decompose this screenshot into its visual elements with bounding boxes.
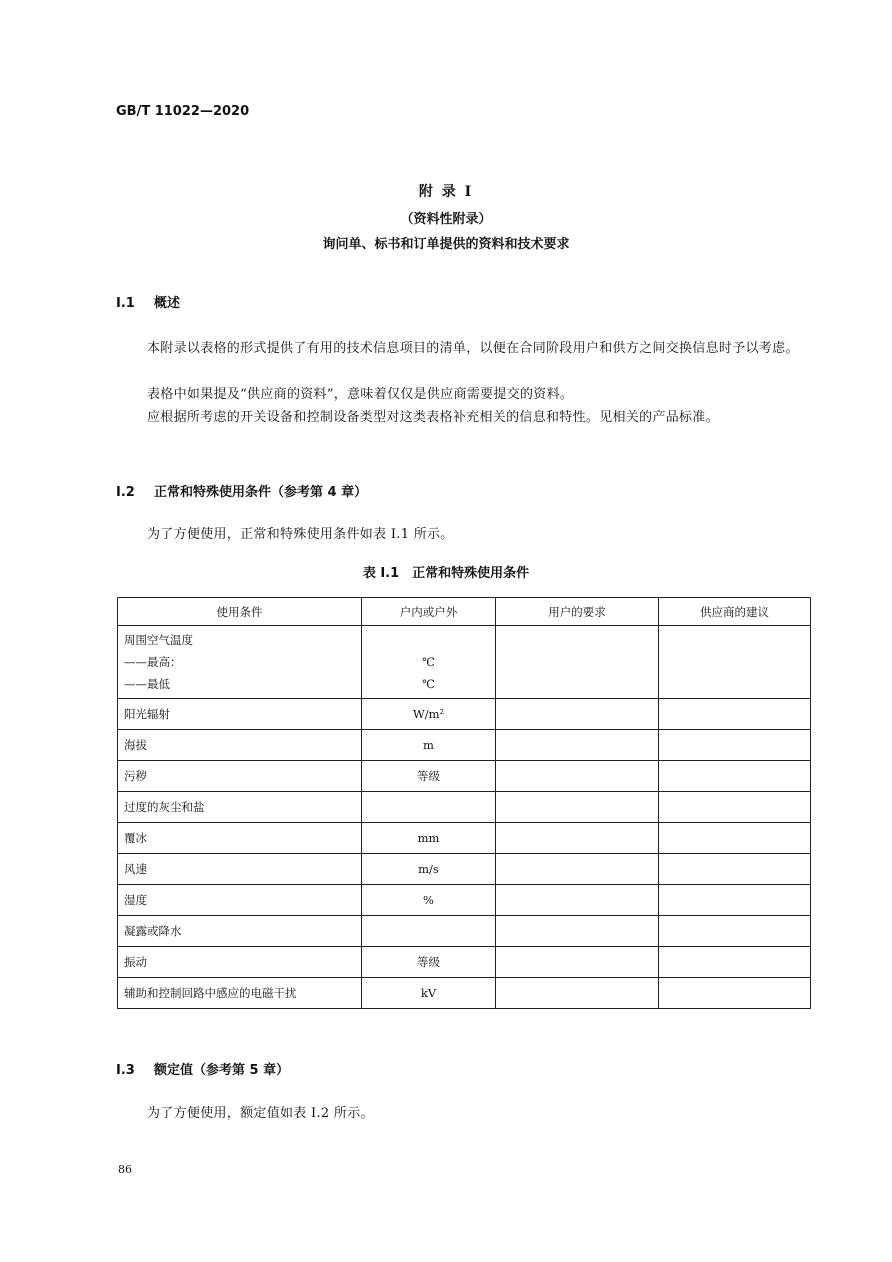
page-number: 86 [118,1163,132,1176]
paragraph-table-ref: 为了方便使用，正常和特殊使用条件如表 I.1 所示。 [147,527,454,542]
supplier-proposal-cell [659,885,811,916]
condition-sub-min: ——最低 [124,677,170,691]
user-requirement-cell [496,854,659,885]
section-title: 概述 [154,296,181,311]
table-row [118,947,811,978]
appendix-subtitle: （资料性附录） [400,212,492,227]
supplier-proposal-cell [659,761,811,792]
supplier-proposal-cell [659,947,811,978]
paragraph-supplement: 应根据所考虑的开关设备和控制设备类型对这类表格补充相关的信息和特性。见相关的产品标准。 [147,410,719,425]
condition-cell: 湿度 [118,885,362,916]
section-title: 额定值（参考第 5 章） [154,1063,290,1078]
unit-cell [362,792,496,823]
supplier-proposal-cell [659,730,811,761]
condition-cell: 振动 [118,947,362,978]
paragraph-supplier-note: 表格中如果提及“供应商的资料”，意味着仅仅是供应商需要提交的资料。 [147,387,574,402]
section-number: I.1 [116,296,135,311]
condition-cell: 辅助和控制回路中感应的电磁干扰 [118,978,362,1009]
condition-label: 周围空气温度 [124,633,193,647]
condition-cell: 过度的灰尘和盐 [118,792,362,823]
paragraph-intro: 本附录以表格的形式提供了有用的技术信息项目的清单，以便在合同阶段用户和供方之间交换信息时予以考虑。 [147,341,799,356]
unit-cell: mm [362,823,496,854]
appendix-title: 附 录 I [418,184,474,200]
unit-cell: 等级 [362,761,496,792]
user-requirement-cell [496,699,659,730]
condition-sub-max: ——最高： [124,655,182,669]
user-requirement-cell [496,823,659,854]
table-row [118,916,811,947]
user-requirement-cell [496,947,659,978]
table-row [118,626,811,699]
condition-cell: 海拔 [118,730,362,761]
user-requirement-cell [496,978,659,1009]
paragraph-rated-values: 为了方便使用，额定值如表 I.2 所示。 [147,1106,374,1121]
table-row [118,730,811,761]
user-requirement-cell [496,730,659,761]
unit-cell: kV [362,978,496,1009]
user-requirement-cell [496,626,659,699]
unit-cell: 等级 [362,947,496,978]
table-row [118,885,811,916]
user-requirement-cell [496,916,659,947]
condition-cell: 凝露或降水 [118,916,362,947]
section-number: I.2 [116,485,135,500]
section-number: I.3 [116,1063,135,1078]
user-requirement-cell [496,885,659,916]
table-header-row [118,598,811,626]
table-row [118,761,811,792]
condition-cell: 阳光辐射 [118,699,362,730]
section-heading-i2 [116,481,367,500]
supplier-proposal-cell [659,626,811,699]
section-title: 正常和特殊使用条件（参考第 4 章） [154,485,368,500]
table-row [118,699,811,730]
unit-cell [362,626,496,699]
supplier-proposal-cell [659,792,811,823]
column-header: 使用条件 [118,598,362,626]
table-row [118,792,811,823]
column-header: 用户的要求 [496,598,659,626]
column-header: 供应商的建议 [659,598,811,626]
unit-cell: % [362,885,496,916]
standard-code-header: GB/T 11022—2020 [116,104,250,119]
conditions-table [117,597,811,1009]
user-requirement-cell [496,792,659,823]
appendix-heading: 询问单、标书和订单提供的资料和技术要求 [322,237,570,252]
condition-cell [118,626,362,699]
condition-cell: 覆冰 [118,823,362,854]
table-row [118,823,811,854]
column-header: 户内或户外 [362,598,496,626]
supplier-proposal-cell [659,916,811,947]
table-caption: 表 I.1 正常和特殊使用条件 [362,566,530,581]
unit-cell: W/m² [362,699,496,730]
supplier-proposal-cell [659,823,811,854]
section-heading-i1 [116,292,180,311]
unit-cell: m [362,730,496,761]
table-row [118,854,811,885]
condition-cell: 污秽 [118,761,362,792]
unit-max: ℃ [422,655,435,669]
supplier-proposal-cell [659,854,811,885]
unit-cell: m/s [362,854,496,885]
user-requirement-cell [496,761,659,792]
unit-min: ℃ [422,677,435,691]
supplier-proposal-cell [659,699,811,730]
section-heading-i3 [116,1059,289,1078]
table-row [118,978,811,1009]
condition-cell: 风速 [118,854,362,885]
unit-cell [362,916,496,947]
supplier-proposal-cell [659,978,811,1009]
